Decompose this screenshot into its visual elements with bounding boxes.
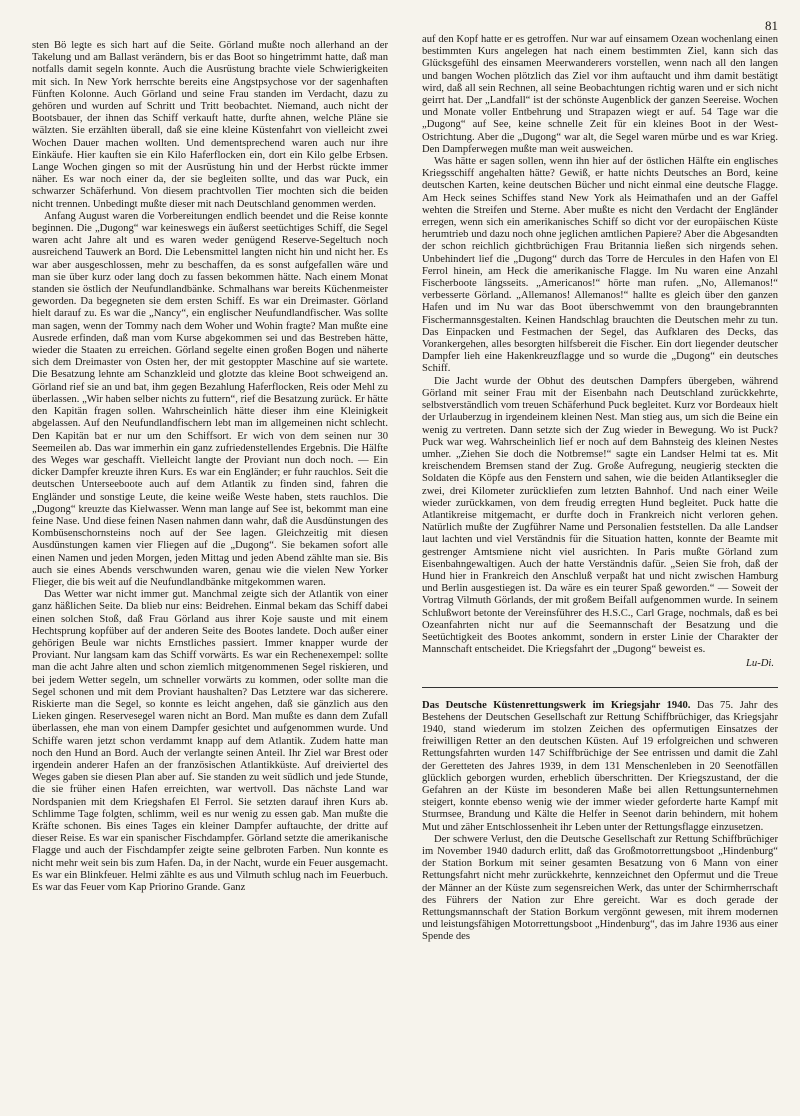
paragraph: Das Wetter war nicht immer gut. Manchmal zeigte sich der Atlantik von einer ganz häßlichen Seite. Da blieb nur eins: Beidrehen. Einmal bekam das Schiff dabei einen solchen Stoß, daß Frau Görland aus ihrer Koje sauste und mit einem Hechtsprung kopfüber auf der anderen Seite des Bootes landete. Doch außer einer gehörigen Beule war nichts Ernstliches passiert. Immer knapper wurde der Proviant. Nur langsam kam das Schiff vorwärts. Es war ein Rechenexempel: sollte man die acht Jahre alten und schon ziemlich mitgenommenen Segel riskieren, und bei jedem Wetter segeln, um schneller vorwärts zu kommen, oder sollte man die Segel schonen und mit dem Proviant haushalten? Das Letztere war das sicherere. Riskierte man die Segel, so konnte es leicht angehen, daß sie gänzlich aus den Lieken gingen. Reservesegel waren nicht an Bord. Man mußte es dann dem Zufall überlassen, ehe man von einem Dampfer gesichtet und aufgenommen wurde. Und Schiffe waren jetzt schon verdammt knapp auf dem Atlantik. Zudem hatte man noch den Hund an Bord. Auch der verlangte seinen Anteil. Ihr Ziel war Brest oder irgendein anderer Hafen an der französischen Atlantikküste. Auf dreiviertel des Weges gaben sie diesen Plan aber auf. Sie standen zu weit südlich und jede Stunde, die sie früher einen Hafen erreichten, war wertvoll. Das nächste Land war Nordspanien mit dem Kriegshafen El Ferrol. Sie setzten darauf ihren Kurs ab. Schlimme Tage folgten, schlimm, weil es nur wenig zu essen gab. Man mußte die Kräfte schonen. Bis eines Tages ein kleiner Dampfer auftauchte, der dritte auf dieser Reise. Es war ein spanischer Fischdampfer. Görland setzte die amerikanische Flagge und auch der Fischdampfer zeigte seine gelbroten Farben. Nun konnte es nicht mehr weit sein bis zum Hafen. Da, in der Nacht, wurde ein Feuer ausgemacht. Es war ein Blinkfeuer. Helmi zählte es aus und Vilmuth schlug nach im Feuerbuch. Es war das Feuer vom Kap Priorino Grande. Ganz bbox=[32, 589, 388, 894]
section-divider bbox=[422, 687, 778, 688]
author-signature: Lu-Di. bbox=[746, 658, 774, 670]
left-column bbox=[32, 40, 388, 894]
paragraph: auf den Kopf hatte er es getroffen. Nur war auf einsamem Ozean wochenlang einen bestimmten Kurs angelegen hat nach einem bestimmten Ziel, kann sich das Glücksgefühl des einsamen Meerwanderers vorstellen, wenn nach all den langen und bangen Wochen plötzlich das Ziel vor ihm auftaucht und ihm damit bestätigt wird, daß all sein Rechnen, all seine Beobachtungen richtig waren und er sich nicht geirrt hat. Der „Landfall“ ist der schönste Augenblick der ganzen Seereise. Wochen und Monate voller Entbehrung und Strapazen wiegt er auf. 54 Tage war die „Dugong“ auf See, keine schnelle Zeit für ein kleines Boot in der West-Ostrichtung. Aber die „Dugong“ war alt, die Segel waren mürbe und es war Krieg. Den Dampferwegen mußte man weit ausweichen. bbox=[422, 34, 778, 155]
article-paragraph: Das 75. Jahr des Bestehens der Deutschen Gesellschaft zur Rettung Schiffbrüchiger, das Kriegsjahr 1940, stand wiederum im stolzen Zeichen des opfermutigen Einsatzes der freiwilligen Retter an den deutschen Küsten. Auf 19 erfolgreichen und schweren Rettungsfahrten wurden 147 Schiffbrüchige der See entrissen und damit die Zahl der Geretteten des Jahres 1939, in dem 131 Menschenleben in 20 Seenotfällen glücklich geborgen wurden, erheblich überschritten. Der Kriegszustand, der die Gefahren an der Küste im besonderen Maße bei allen Rettungsunternehmen steigert, konnte ebenso wenig wie der immer wieder geforderte harte Kampf mit Sturmsee, Brandung und Kälte die Helfer in Seenot darin behindern, mit hohem Mut und zäher Entschlossenheit ihr Leben unter der Rettungsflagge einzusetzen. bbox=[422, 699, 778, 833]
paragraph: Die Jacht wurde der Obhut des deutschen Dampfers übergeben, während Görland mit seiner Frau mit der Eisenbahn nach Deutschland zurückkehrte, selbstverständlich vom treuen Schäferhund Puck begleitet. Kurz vor Bordeaux hielt der Urlauberzug in irgendeinem kleinen Nest. Man stieg aus, um sich die Beine ein wenig zu vertreten. Dann setzte sich der Zug wieder in Bewegung. Wo ist Puck? Puck war weg. Wahrscheinlich lief er noch auf dem Bahnsteig des kleinen Nestes umher. „Ziehen Sie doch die Notbremse!“ sagte ein Landser Helmi tat es. Mit kreischendem Bremsen stand der Zug. Große Aufregung, neugierig steckten die Soldaten die Köpfe aus den Fenstern und sahen, wie die beiden Atlantiksegler die zwei, drei Kilometer zurückliefen zum letzten Bahnhof. Und nach einer Weile wieder zurückkamen, von dem freudig erregten Hund begleitet. Puck hatte die Atlantikreise mitgemacht, er durfte doch in Frankreich nicht verloren gehen. Natürlich mußte der Zugführer Name und Personalien feststellen. Da alle Landser laut lachten und viel Verständnis für die Situation hatten, konnte der Beamte mit gestrenger Amtsmiene nicht viel ausrichten. In Paris mußte Görland zum Eisenbahngewaltigen. Auch der hatte Verständnis dafür. „Seien Sie froh, daß der Hund hier in Frankreich den Anschluß verpaßt hat und nicht zwischen Hamburg und Berlin ausgestiegen ist. Da wäre es ein teurer Spaß geworden.“ — Soweit der Vortrag Vilmuth Görlands, der mit großem Beifall aufgenommen wurde. In seinem Schlußwort betonte der Vereinsführer des H.S.C., Carl Grage, nochmals, daß es bei Ozeanfahrten nicht nur auf die Seemannschaft der Besatzung und die Seetüchtigkeit des Bootes ankommt, sondern in erster Linie der Charakter der Mannschaft entscheidet. Die Kriegsfahrt der „Dugong“ beweist es. bbox=[422, 375, 778, 656]
paragraph: Was hätte er sagen sollen, wenn ihn hier auf der östlichen Hälfte ein englisches Kriegsschiff angehalten hätte? Gewiß, er hatte nichts Deutsches an Bord, keine deutschen Karten, keine deutschen Bücher und nicht einmal eine deutsche Flagge. Am Heck seines Schiffes stand New York als Heimathafen und an der Gaffel wehten die Streifen und Sterne. Aber mußte es nicht den Verdacht der Engländer erregen, wenn sich ein amerikanisches Schiff so dicht vor der europäischen Küste herumtrieb und dazu noch ohne jeglichen amtlichen Papiere? Aber die Abgesandten der schon reichlich gichtbrüchigen Frau Britannia ließen sich nirgends sehen. Unbehindert lief die „Dugong“ durch das Torre de Hercules in den Hafen von El Ferrol hinein, am Heck die amerikanische Flagge. Im Nu waren eine Anzahl Fischerboote längsseits. „Americanos!“ hörte man rufen. „No, Allemanos!“ verbesserte Görland. „Allemanos! Allemanos!“ hallte es gleich über den ganzen Hafen und im Nu war das Boot überschwemmt von den braungebrannten Fischermannsgestalten. Keinen Handschlag brauchten die Deutschen mehr zu tun. Das Einpacken und Festmachen der Segel, das Aufklaren des Decks, das Vorankergehen, alles besorgten hilfsbereit die Fischer. Ein dort liegender deutscher Dampfer lieh eine Hakenkreuzflagge und so wurde die „Dugong“ ein deutsches Schiff. bbox=[422, 156, 778, 375]
paragraph: Anfang August waren die Vorbereitungen endlich beendet und die Reise konnte beginnen. Die „Dugong“ war keineswegs ein äußerst seetüchtiges Schiff, die Segel waren acht Jahre alt und es waren weder genügend Reserve-Segeltuch noch ausreichend Tauwerk an Bord. Die Lebensmittel langten nicht hin und nicht her. Es war aber ausgeschlossen, mehr zu beschaffen, da es sonst aufgefallen wäre und man sie über kurz oder lang doch zu fassen bekommen hätte. Nach einem Monat standen sie östlich der Neufundlandbänke. Schmalhans war bereits Küchenmeister geworden. Da begegneten sie dem ersten Schiff. Es war ein Dreimaster. Görland hielt darauf zu. Es war die „Nancy“, ein englischer Neufundlandfischer. Was sollte man sagen, wenn der Tommy nach dem Woher und Wohin fragte? Man mußte eine Ausrede erfinden, daß man vom Kurse abgekommen sei und das Bestreben hätte, wieder die Staaten zu erreichen. Görland segelte einen großen Bogen und näherte sich dem Dreimaster von Osten her, der mit gestoppter Maschine auf sie wartete. Die Besatzung lehnte am Schanzkleid und glotzte das kleine Boot schweigend an. Görland rief sie an und bat, ihm gegen Bezahlung Haferflocken, Reis oder Mehl zu überlassen. „Wir haben selber nichts zu futtern“, rief die Besatzung zurück. Er hätte den Kapitän fragen sollen. Wahrscheinlich hätte dieser ihm eine Kleinigkeit abgelassen. Auf den Neufundlandfischern lebt man im allgemeinen nicht schlecht. Den Kapitän bat er nur um den Schiffsort. Er wich von dem seinen nur 30 Seemeilen ab. Das war immerhin ein ganz zufriedenstellendes Ergebnis. Die Hälfte des Weges war geschafft. Vielleicht langte der Proviant nun doch noch. — Ein dicker Dampfer kreuzte ihren Kurs. Es war ein Engländer; er fuhr rauchlos. Seit die deutschen Unterseeboote auch auf dem Atlantik zu finden sind, fahren die Engländer und sonstige Leute, die keine weiße Weste haben, stets rauchlos. Die „Dugong“ kreuzte das Kielwasser. Wenn man lange auf See ist, bekommt man eine feine Nase. Und diese feinen Nasen nahmen dann wahr, daß die Ausdünstungen des Kombüsenschornsteins noch auf der See lagen. Gleichzeitig mit diesen Ausdünstungen kamen vier Fliegen auf die „Dugong“. Sie bekamen sofort alle einen Namen und jeden Morgen, jeden Mittag und jeden Abend zählte man sie. Bis auch sie eines Abends verschwunden waren, genau wie die vielen New Yorker Flieger, die bis weit auf die Neufundlandbänke mitgekommen waren. bbox=[32, 210, 388, 588]
article-paragraph: Der schwere Verlust, den die Deutsche Gesellschaft zur Rettung Schiffbrüchiger im November 1940 dadurch erlitt, daß das Großmotorrettungsboot „Hindenburg“ der Station Borkum mit seiner gesamten Besatzung von 6 Mann von einer Rettungsfahrt nicht mehr zurückkehrte, kennzeichnet den Opfermut und die Treue der Männer an der Küste zum segensreichen Werk, das unter der Schirmherrschaft des Führers der Nation zur Ehre gereicht. War es doch gerade der Rettungsmannschaft der Station Borkum vergönnt gewesen, mit ihrem modernen und leistungsfähigen Motorrettungsboot „Hindenburg“, das im Jahre 1936 aus einer Spende des bbox=[422, 833, 778, 943]
page-number: 81 bbox=[765, 18, 778, 33]
paragraph: sten Bö legte es sich hart auf die Seite. Görland mußte noch allerhand an der Takelung und am Ballast verändern, bis er das Boot so hingetrimmt hatte, daß man notfalls damit segeln konnte. Auch die Ausrüstung brachte viele Schwierigkeiten mit sich. In New York herrschte bereits eine Angstpsychose vor der sagenhaften Fünften Kolonne. Auch Görland und seine Frau standen im Verdacht, dazu zu gehören und wurden auf Schritt und Tritt beobachtet. Niemand, auch nicht der Bootsbauer, der ihnen das Schiff verkauft hatte, durfte ahnen, welche Pläne sie wälzten. Sie erzählten überall, daß sie eine kleine Küstenfahrt von vielleicht zwei Wochen Dauer machen wollten. Und dementsprechend waren auch nur ihre Einkäufe. Hier kauften sie ein Kilo Haferflocken ein, dort ein Kilo gelbe Erbsen. Lange Wochen gingen so mit der Ausrüstung hin und der Herbst rückte immer näher. Es war noch einer da, der sie begleiten sollte, und das war Puck, ein schwarzer Schäferhund. Von diesem prachtvollen Tier mochten sich die beiden nicht trennen. Unbedingt mußte dieser mit nach Deutschland genommen werden. bbox=[32, 40, 388, 210]
article-heading: Das Deutsche Küstenrettungswerk im Kriegsjahr 1940. bbox=[422, 699, 691, 711]
right-column bbox=[422, 34, 778, 944]
